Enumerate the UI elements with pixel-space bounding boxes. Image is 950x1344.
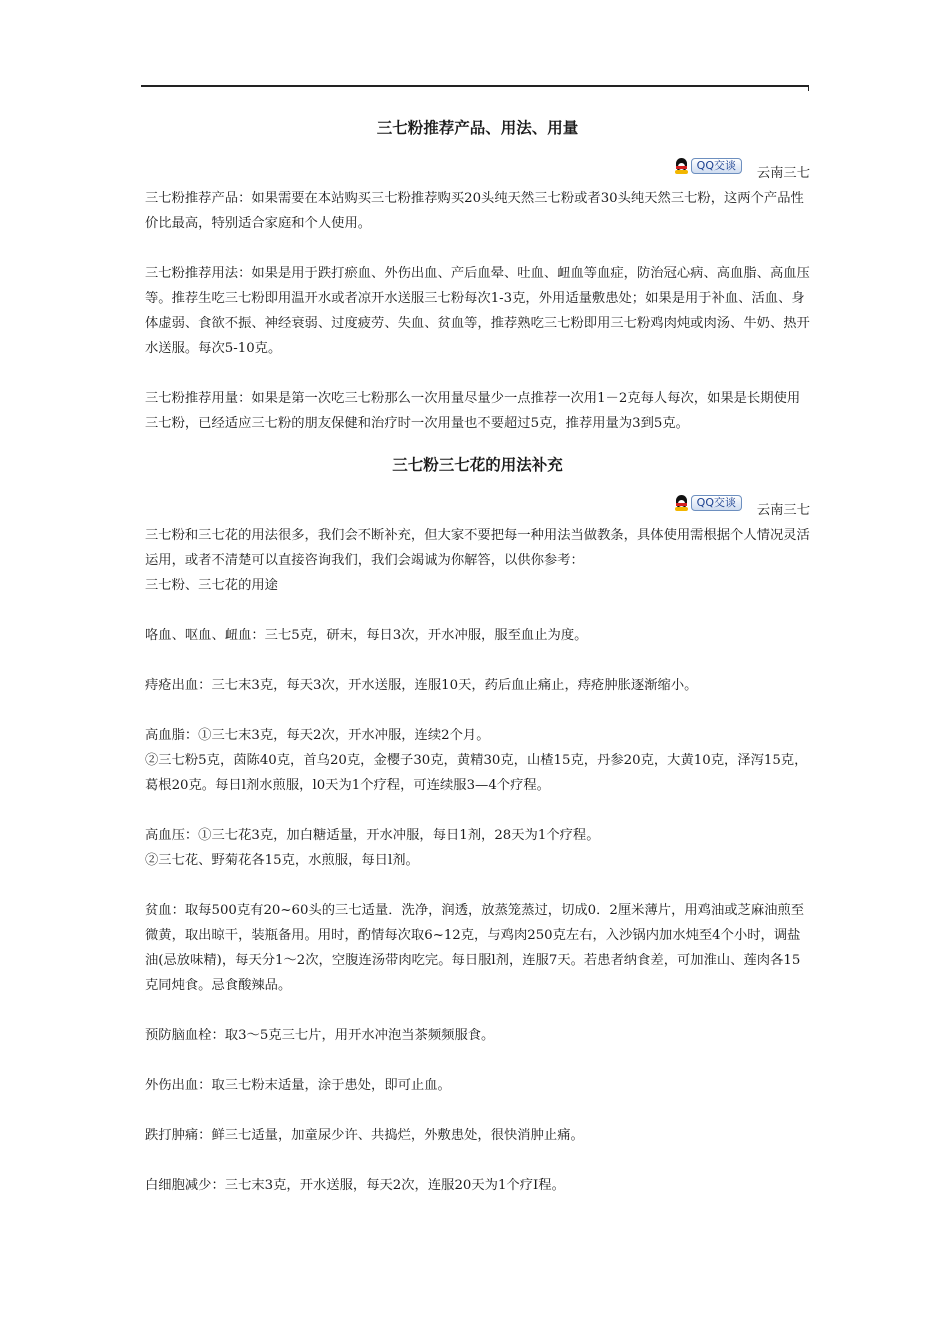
usage-item-leukopenia: 白细胞减少：三七末3克，开水送服，每天2次，连服20天为1个疗Ⅰ程。 (145, 1178, 565, 1193)
usage-item-thrombosis: 预防脑血栓：取3～5克三七片，用开水冲泡当茶频频服食。 (145, 1028, 495, 1043)
paragraph-dosage: 三七粉推荐用量：如果是第一次吃三七粉那么一次用量尽量少一点推荐一次用1－2克每人每次，如果是长期使用三七粉，已经适应三七粉的朋友保健和治疗时一次用量也不要超过5克，推荐用量为3到5克。 (145, 391, 801, 431)
usage-item-hyperlipidemia-1: 高血脂：①三七末3克，每天2次，开水冲服，连续2个月。 (145, 728, 490, 743)
usage-item-hemoptysis: 咯血、呕血、衄血：三七5克，研末，每日3次，开水冲服，服至血止为度。 (145, 628, 588, 643)
paragraph-usage: 三七粉推荐用法：如果是用于跌打瘀血、外伤出血、产后血晕、吐血、衄血等血症，防治冠心病、高血脂、高血压等。推荐生吃三七粉即用温开水或者凉开水送服三七粉每次1-3克，外用适量敷患处；如果是用于补血、活血、身体虚弱、食欲不振、神经衰弱、过度疲劳、失血、贫血等，推荐熟吃三七粉即用三七粉鸡肉炖或肉汤、牛奶、热开水送服。每次5-10克。 (145, 266, 810, 356)
section1-title: 三七粉推荐产品、用法、用量 (376, 118, 579, 137)
paragraph-intro: 三七粉和三七花的用法很多，我们会不断补充，但大家不要把每一种用法当做教条，具体使用需根据个人情况灵活运用，或者不清楚可以直接咨询我们，我们会竭诚为你解答，以供你参考： (145, 528, 810, 568)
qq-penguin-icon (674, 158, 689, 174)
paragraph-products: 三七粉推荐产品：如果需要在本站购买三七粉推荐购买20头纯天然三七粉或者30头纯天然三七粉，这两个产品性价比最高，特别适合家庭和个人使用。 (145, 191, 804, 231)
header-rule-tick (808, 85, 809, 91)
usage-item-bruise-swelling: 跌打肿痛：鲜三七适量，加童尿少许、共捣烂，外敷患处，很快消肿止痛。 (145, 1128, 584, 1143)
section2-byline (145, 497, 810, 523)
section2-title: 三七粉三七花的用法补充 (392, 455, 563, 474)
usage-item-anemia: 贫血：取每500克有20~60头的三七适量．洗净，润透，放蒸笼蒸过，切成0．2厘米薄片，用鸡油或芝麻油煎至微黄，取出晾干，装瓶备用。用时，酌情每次取6~12克，与鸡肉250克左右，入沙锅内加水炖至4个小时，调盐油(忌放味精)，每天分1～2次，空腹连汤带肉吃完。每日服l剂，连服7天。若患者纳食差，可加淮山、莲肉各15克同炖食。忌食酸辣品。 (145, 903, 805, 993)
usage-item-wound-bleeding: 外伤出血：取三七粉末适量，涂于患处，即可止血。 (145, 1078, 451, 1093)
header-rule (141, 85, 809, 87)
qq-chat-label: QQ交谈 (691, 158, 742, 174)
usage-item-hypertension-2: ②三七花、野菊花各15克，水煎服，每日l剂。 (145, 853, 419, 868)
qq-chat-button[interactable] (674, 158, 742, 174)
qq-chat-button[interactable] (674, 495, 742, 511)
qq-penguin-icon (674, 495, 689, 511)
document-body (145, 116, 810, 1198)
usage-item-hypertension-1: 高血压：①三七花3克，加白糖适量，开水冲服，每日1剂，28天为1个疗程。 (145, 828, 600, 843)
author-label: 云南三七 (756, 503, 810, 518)
author-label: 云南三七 (756, 166, 810, 181)
usage-item-hemorrhoid: 痔疮出血：三七末3克，每天3次，开水送服，连服10天，药后血止痛止，痔疮肿胀逐渐缩小。 (145, 678, 698, 693)
usage-item-hyperlipidemia-2: ②三七粉5克，茵陈40克，首乌20克，金樱子30克，黄精30克，山楂15克，丹参20克，大黄10克，泽泻15克，葛根20克。每日l剂水煎服，l0天为1个疗程，可连续服3—4个疗程。 (145, 753, 808, 793)
section1-byline (145, 160, 810, 186)
qq-chat-label: QQ交谈 (691, 495, 742, 511)
usage-subtitle: 三七粉、三七花的用途 (145, 578, 278, 593)
